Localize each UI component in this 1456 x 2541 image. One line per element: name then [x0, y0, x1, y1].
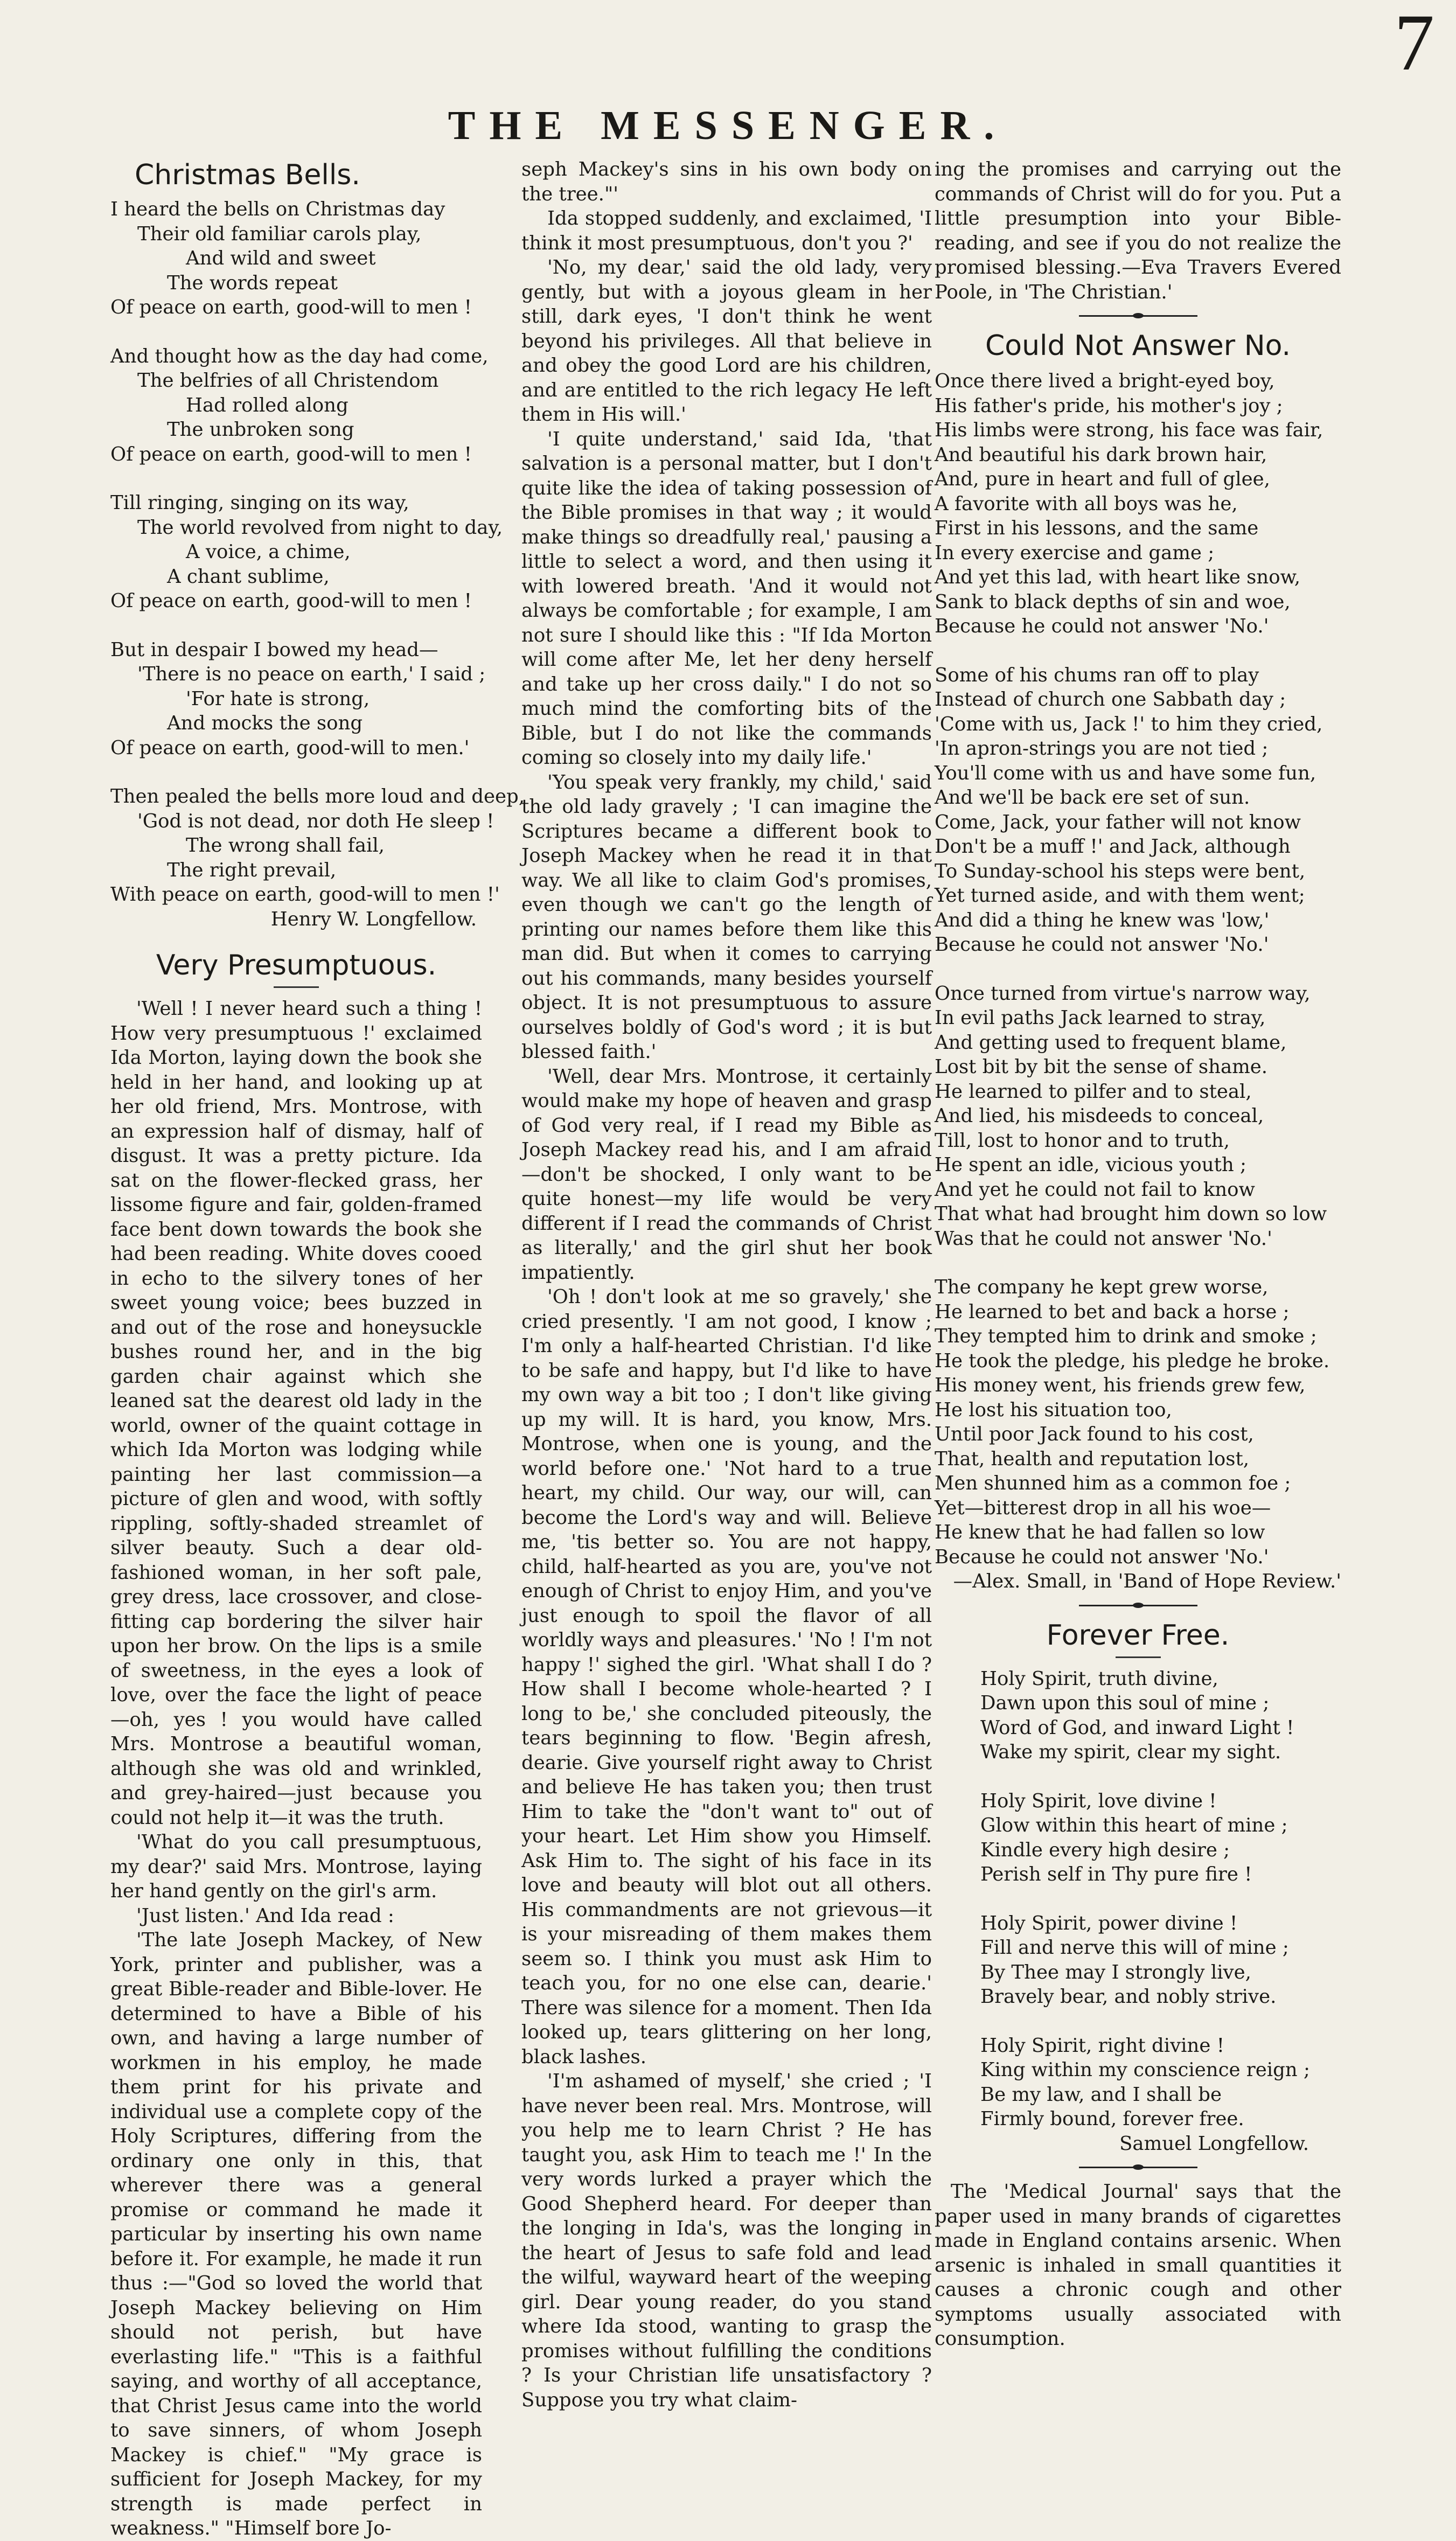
stanza	[980, 1789, 1341, 1887]
poem-line: And wild and sweet	[186, 247, 376, 269]
poem-line: And mocks the song	[167, 712, 363, 734]
poem-line: That what had brought him down so low	[935, 1203, 1327, 1225]
poem-line: Because he could not answer 'No.'	[935, 615, 1269, 637]
poem-line: Sank to black depths of sin and woe,	[935, 590, 1291, 613]
poem-line: Of peace on earth, good-will to men !	[110, 590, 472, 612]
poem-line: Perish self in Thy pure fire !	[980, 1863, 1252, 1885]
column-3	[935, 157, 1341, 2351]
poem-author: Henry W. Longfellow.	[270, 908, 477, 930]
story-text-col2	[521, 157, 932, 2412]
page-number: 7	[1394, 0, 1434, 87]
poem-line: Of peace on earth, good-will to men !	[110, 443, 472, 465]
poem-line: Then pealed the bells more loud and deep,	[110, 785, 525, 807]
paragraph: 'What do you call presumptuous, my dear?' said Mrs. Montrose, laying her hand gently on the girl's arm.	[110, 1831, 482, 1902]
poem-author: Samuel Longfellow.	[1119, 2132, 1309, 2155]
poem-line: Until poor Jack found to his cost,	[935, 1423, 1254, 1445]
poem-line: 'God is not dead, nor doth He sleep !	[137, 810, 494, 832]
poem-line: The words repeat	[167, 271, 338, 294]
poem-line: Their old familiar carols play,	[137, 222, 422, 245]
poem-line: A voice, a chime,	[186, 541, 351, 563]
masthead: THE MESSENGER.	[448, 103, 1008, 148]
stanza	[110, 784, 525, 907]
poem-line: The belfries of all Christendom	[137, 370, 439, 392]
stanza	[110, 197, 482, 320]
medical-note: The 'Medical Journal' says that the paper used in many brands of cigarettes made in England contains arsenic. When arsenic is inhaled in small quantities it causes a chronic cough and other symptoms usually associated with consumption.	[935, 2181, 1341, 2350]
poem-christmas-bells	[110, 157, 525, 931]
poem-line: Yet—bitterest drop in all his woe—	[935, 1496, 1271, 1519]
poem-line: Firmly bound, forever free.	[980, 2108, 1244, 2130]
paragraph: Ida stopped suddenly, and exclaimed, 'I think it most presumptuous, don't you ?'	[521, 207, 932, 254]
column-1	[110, 157, 525, 2541]
poem-line: First in his lessons, and the same	[935, 517, 1259, 539]
poem-line: The company he kept grew worse,	[935, 1276, 1269, 1298]
poem-line: And yet he could not fail to know	[935, 1178, 1255, 1201]
paragraph: seph Mackey's sins in his own body on the tree."'	[521, 158, 932, 205]
poem-line: To Sunday-school his steps were bent,	[935, 860, 1306, 882]
poem-line: Holy Spirit, love divine !	[980, 1790, 1217, 1812]
poem-line: And we'll be back ere set of sun.	[935, 786, 1250, 809]
poem-body	[110, 197, 525, 907]
stanza	[110, 491, 503, 614]
paragraph: 'I'm ashamed of myself,' she cried ; 'I have never been real. Mrs. Montrose, will you help me to learn Christ ? He has taught you, ask Him to teach me !' In the very words lurked a prayer which the Good Shepherd heard. For deeper than the longing in Ida's, was the longing in the heart of Jesus to safe fold and lead the wilful, wayward heart of the weeping girl. Dear young reader, do you stand where Ida stood, wanting to grasp the promises without fulfilling the conditions ? Is your Christian life unsatisfactory ? Suppose you try what claim-	[521, 2070, 932, 2411]
stanza	[935, 981, 1341, 1251]
story-very-presumptuous	[110, 948, 482, 2541]
poem-line: Men shunned him as a common foe ;	[935, 1472, 1291, 1494]
poem-line: And lied, his misdeeds to conceal,	[935, 1105, 1264, 1127]
poem-line: The right prevail,	[167, 859, 337, 881]
poem-line: Had rolled along	[186, 394, 349, 416]
poem-line: Kindle every high desire ;	[980, 1839, 1230, 1861]
poem-line: And beautiful his dark brown hair,	[935, 443, 1267, 466]
poem-line: Fill and nerve this will of mine ;	[980, 1937, 1289, 1959]
paragraph: 'Just listen.' And Ida read :	[136, 1904, 394, 1927]
poem-line: Be my law, and I shall be	[980, 2083, 1222, 2106]
poem-line: By Thee may I strongly live,	[980, 1961, 1251, 1983]
poem-line: Till, lost to honor and to truth,	[935, 1129, 1230, 1152]
poem-line: He lost his situation too,	[935, 1398, 1172, 1421]
paragraph: 'No, my dear,' said the old lady, very gently, but with a joyous gleam in her still, dark eyes, 'I don't think he went beyond his privileges. All that believe in and obey the good Lord are his children, and are entitled to the rich legacy He left them in His will.'	[521, 256, 932, 426]
poem-line: In evil paths Jack learned to stray,	[935, 1007, 1266, 1029]
poem-line: He took the pledge, his pledge he broke.	[935, 1349, 1330, 1372]
poem-body	[935, 1667, 1341, 2132]
stanza	[935, 663, 1341, 957]
poem-title: Christmas Bells.	[135, 159, 360, 191]
poem-line: He spent an idle, vicious youth ;	[935, 1154, 1246, 1176]
stanza	[110, 344, 489, 467]
paragraph: 'You speak very frankly, my child,' said the old lady gravely ; 'I can imagine the Scriptures became a different book to Joseph Mackey when he read it in that way. We all like to claim God's promises, even though we can't go the length of printing our names before them like this man did. But when it comes to carrying out his commands, many besides yourself object. It is not presumptuous to assure ourselves boldly of God's word ; it is but blessed faith.'	[521, 771, 932, 1063]
poem-line: Don't be a muff !' and Jack, although	[935, 836, 1291, 858]
poem-line: The world revolved from night to day,	[137, 516, 503, 539]
poem-line: Was that he could not answer 'No.'	[935, 1227, 1272, 1250]
stanza	[980, 1911, 1341, 2009]
poem-line: And did a thing he knew was 'low,'	[935, 909, 1270, 931]
poem-line: Wake my spirit, clear my sight.	[980, 1741, 1281, 1763]
poem-title: Could Not Answer No.	[985, 330, 1291, 362]
poem-body	[935, 369, 1341, 1569]
stanza	[110, 638, 486, 761]
poem-could-not-answer-no	[935, 328, 1341, 1594]
poem-line: His limbs were strong, his face was fair,	[935, 419, 1323, 441]
paragraph: 'Well ! I never heard such a thing ! How very presumptuous !' exclaimed Ida Morton, laying down the book she held in her hand, and looking up at her old friend, Mrs. Montrose, with an expression half of dismay, half of disgust. It was a pretty picture. Ida sat on the flower-flecked grass, her lissome figure and fair, golden-framed face bent down towards the book she had been reading. White doves cooed in echo to the silvery tones of her sweet young voice; bees buzzed in and out of the rose and honeysuckle bushes round her, and in the big garden chair against which she leaned sat the dearest old lady in the world, owner of the quaint cottage in which Ida Morton was lodging while painting her last commission—a picture of glen and wood, with softly rippling, softly-shaded streamlet of silver beauty. Such a dear old-fashioned woman, in her soft pale, grey dress, lace crossover, and close-fitting cap bordering the silver hair upon her brow. On the lips is a smile of sweetness, in the eyes a look of love, over the face the light of peace—oh, yes ! you would have called Mrs. Montrose a beautiful woman, although she was old and wrinkled, and grey-haired—just because you could not help it—it was the truth.	[110, 998, 482, 1829]
poem-line: Once there lived a bright-eyed boy,	[935, 370, 1275, 392]
poem-line: Lost bit by bit the sense of shame.	[935, 1056, 1268, 1078]
story-ending: ing the promises and carrying out the commands of Christ will do for you. Put a little presumption into your Bible-reading, and see if you do not realize the promised blessing.—Eva Travers Evered Poole, in 'The Christian.'	[935, 158, 1341, 303]
poem-forever-free	[935, 1618, 1341, 2156]
poem-line: 'There is no peace on earth,' I said ;	[137, 663, 486, 685]
story-title: Very Presumptuous.	[156, 949, 437, 981]
poem-line: With peace on earth, good-will to men !'	[110, 883, 500, 906]
poem-line: Glow within this heart of mine ;	[980, 1814, 1288, 1836]
poem-line: Because he could not answer 'No.'	[935, 1546, 1269, 1568]
paragraph: 'I quite understand,' said Ida, 'that salvation is a personal matter, but I don't quite like the idea of taking possession of the Bible promises in that way ; it would make things so dreadfully real,' pausing a little to select a word, and then using it with lowered breath. 'And it would not always be comfortable ; for example, I am not sure I should like this : "If Ida Morton will come after Me, let her deny herself and take up her cross daily." I do not so much mind the comforting bits of the Bible, but I do not like the commands coming so closely into my daily life.'	[521, 428, 932, 769]
poem-line: Holy Spirit, right divine !	[980, 2034, 1224, 2057]
poem-line: And getting used to frequent blame,	[935, 1031, 1287, 1054]
stanza	[980, 2034, 1341, 2132]
poem-line: Dawn upon this soul of mine ;	[980, 1692, 1270, 1714]
poem-line: And thought how as the day had come,	[110, 345, 489, 367]
column-2	[521, 157, 932, 2412]
poem-line: Of peace on earth, good-will to men.'	[110, 736, 470, 759]
title-rule	[274, 986, 319, 988]
poem-line: He learned to pilfer and to steal,	[935, 1080, 1252, 1103]
section-divider	[1079, 1603, 1197, 1608]
poem-line: Some of his chums ran off to play	[935, 664, 1259, 686]
poem-author: —Alex. Small, in 'Band of Hope Review.'	[953, 1570, 1341, 1592]
title-rule	[1116, 1656, 1161, 1658]
poem-line: Bravely bear, and nobly strive.	[980, 1986, 1277, 2008]
poem-line: 'For hate is strong,	[186, 687, 370, 710]
paragraph: 'Well, dear Mrs. Montrose, it certainly would make my hope of heaven and grasp of God very real, if I read my Bible as Joseph Mackey read his, and I am afraid—don't be shocked, I only want to be quite honest—my life would be very different if I read the commands of Christ as literally,' and the girl shut her book impatiently.	[521, 1065, 932, 1284]
paragraph: 'The late Joseph Mackey, of New York, printer and publisher, was a great Bible-reader and Bible-lover. He determined to have a Bible of his own, and having a large number of workmen in his employ, he made them print for his private and individual use a complete copy of the Holy Scriptures, differing from the ordinary one only in this, that wherever there was a general promise or command he made it particular by inserting his own name before it. For example, he made it run thus :—"God so loved the world that Joseph Mackey believing on Him should not perish, but have everlasting life." "This is a faithful saying, and worthy of all acceptance, that Christ Jesus came into the world to save sinners, of whom Joseph Mackey is chief." "My grace is sufficient for Joseph Mackey, for my strength is made perfect in weakness." "Himself bore Jo-	[110, 1929, 482, 2539]
poem-line: You'll come with us and have some fun,	[935, 762, 1316, 784]
poem-line: Holy Spirit, truth divine,	[980, 1667, 1218, 1690]
poem-line: 'In apron-strings you are not tied ;	[935, 737, 1269, 760]
poem-line: I heard the bells on Christmas day	[110, 198, 445, 220]
poem-line: Till ringing, singing on its way,	[110, 492, 409, 514]
section-divider	[1079, 313, 1197, 318]
poem-line: But in despair I bowed my head—	[110, 638, 438, 661]
poem-line: His money went, his friends grew few,	[935, 1374, 1306, 1396]
poem-line: They tempted him to drink and smoke ;	[935, 1325, 1317, 1347]
section-divider	[1079, 2164, 1197, 2170]
poem-line: Once turned from virtue's narrow way,	[935, 982, 1311, 1005]
paragraph: 'Oh ! don't look at me so gravely,' she cried presently. 'I am not good, I know ; I'm only a half-hearted Christian. I'd like to be safe and happy, but I'd like to have my own way a bit too ; I don't like giving up my will. It is hard, you know, Mrs. Montrose, when one is young, and the world before one.' 'Not hard to a true heart, my child. Our way, our will, can become the Lord's way and will. Believe me, 'tis better so. You are not happy, child, half-hearted as you are, you've not enough of Christ to enjoy Him, and you've just enough to spoil the flavor of all worldly ways and pleasures.' 'No ! I'm not happy !' sighed the girl. 'What shall I do ? How shall I become whole-hearted ? I long to be,' she concluded piteously, the tears beginning to flow. 'Begin afresh, dearie. Give yourself right away to Christ and believe He has taken you; then trust Him to take the "don't want to" out of your heart. Let Him show you Himself. Ask Him to. The sight of his face in its love and beauty will blot out all others. His commandments are not grievous—it is your misreading of them makes them seem so. I think you must ask Him to teach you, for no one else can, dearie.' There was silence for a moment. Then Ida looked up, tears glittering on her long, black lashes.	[521, 1286, 932, 2068]
stanza	[935, 1275, 1341, 1569]
poem-line: Yet turned aside, and with them went;	[935, 885, 1305, 907]
poem-line: Holy Spirit, power divine !	[980, 1912, 1238, 1934]
poem-line: He learned to bet and back a horse ;	[935, 1300, 1290, 1323]
poem-line: His father's pride, his mother's joy ;	[935, 394, 1283, 417]
poem-line: He knew that he had fallen so low	[935, 1521, 1265, 1543]
poem-line: In every exercise and game ;	[935, 541, 1215, 564]
stanza	[980, 1667, 1341, 1765]
story-text-col1	[110, 997, 482, 2541]
poem-line: King within my conscience reign ;	[980, 2059, 1310, 2081]
poem-title: Forever Free.	[1046, 1619, 1230, 1652]
poem-line: The wrong shall fail,	[186, 834, 385, 857]
poem-line: Because he could not answer 'No.'	[935, 934, 1269, 956]
poem-line: And, pure in heart and full of glee,	[935, 468, 1270, 490]
stanza	[935, 369, 1341, 639]
poem-line: The unbroken song	[167, 419, 354, 441]
poem-line: And yet this lad, with heart like snow,	[935, 566, 1301, 588]
poem-line: A favorite with all boys was he,	[935, 492, 1238, 515]
poem-line: Word of God, and inward Light !	[980, 1716, 1294, 1739]
poem-line: That, health and reputation lost,	[935, 1447, 1250, 1470]
poem-line: Instead of church one Sabbath day ;	[935, 688, 1286, 711]
poem-line: Of peace on earth, good-will to men !	[110, 296, 472, 318]
poem-line: A chant sublime,	[167, 565, 330, 588]
poem-line: Come, Jack, your father will not know	[935, 811, 1301, 833]
poem-line: 'Come with us, Jack !' to him they cried,	[935, 713, 1323, 735]
